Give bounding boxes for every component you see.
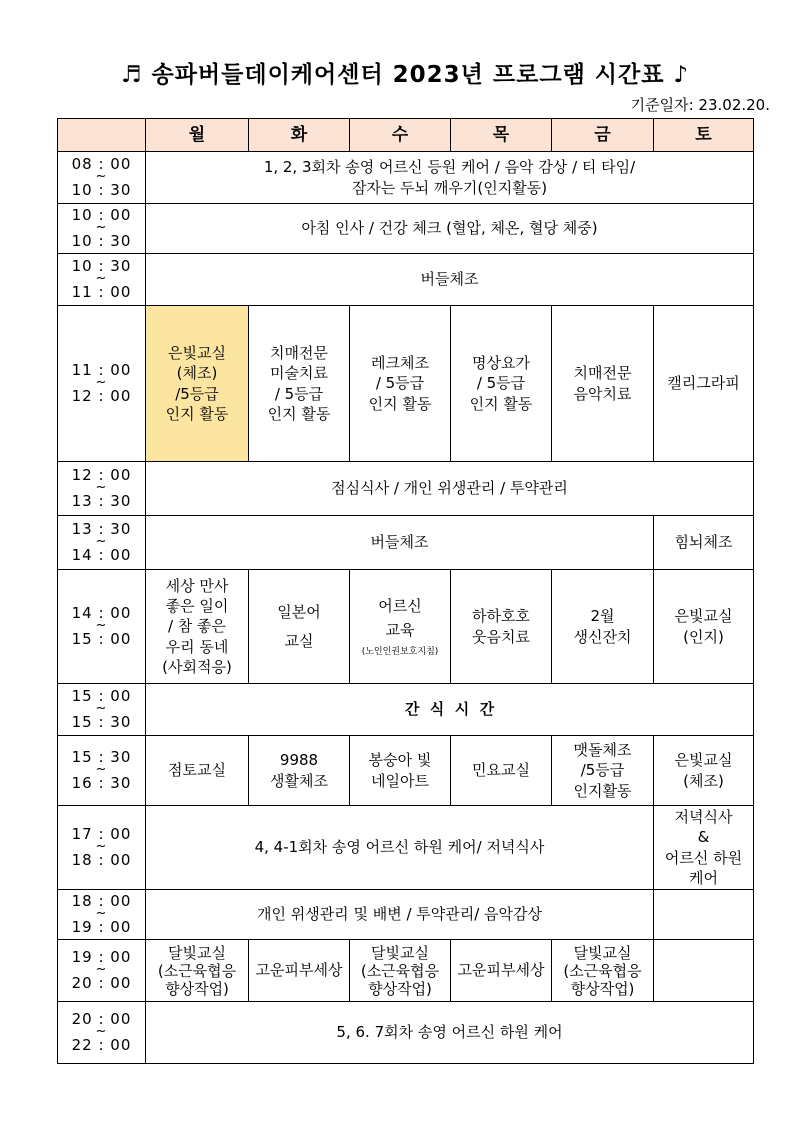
activity-tue: 치매전문 미술치료 / 5등급 인지 활동 <box>249 306 350 462</box>
page-title: ♬ 송파버들데이케어센터 2023년 프로그램 시간표 ♪ <box>120 62 690 88</box>
activity-all-days: 1, 2, 3회차 송영 어르신 등원 케어 / 음악 감상 / 티 타임/ 잠자는 두뇌 깨우기(인지활동) <box>146 152 754 204</box>
activity-fri: 맷돌체조 /5등급 인지활동 <box>552 736 654 806</box>
table-row <box>58 806 754 890</box>
activity-sat: 캘리그라피 <box>654 306 754 462</box>
activity-sat: 은빛교실 (체조) <box>654 736 754 806</box>
activity-weekdays: 버들체조 <box>146 516 654 570</box>
activity-sat: 저녁식사 & 어르신 하원 케어 <box>654 806 754 890</box>
table-row <box>58 306 754 462</box>
activity-wed <box>350 570 451 684</box>
activity-all-days: 버들체조 <box>146 254 754 306</box>
activity-weekdays: 개인 위생관리 및 배변 / 투약관리/ 음악감상 <box>146 890 654 940</box>
time-cell: 15 : 30 ~ 16 : 30 <box>58 736 146 806</box>
table-row <box>58 570 754 684</box>
day-mon: 월 <box>146 119 249 152</box>
corner-cell <box>58 119 146 152</box>
activity-sat <box>654 890 754 940</box>
time-cell: 19 : 00 ~ 20 : 00 <box>58 940 146 1002</box>
activity-wed-note: (노인인권보호지침) <box>361 647 439 658</box>
time-cell: 13 : 30 ~ 14 : 00 <box>58 516 146 570</box>
activity-fri: 달빛교실 (소근육협응 향상작업) <box>552 940 654 1002</box>
activity-tue: 9988 생활체조 <box>249 736 350 806</box>
time-cell: 18 : 00 ~ 19 : 00 <box>58 890 146 940</box>
activity-mon: 달빛교실 (소근육협응 향상작업) <box>146 940 249 1002</box>
activity-sat <box>654 940 754 1002</box>
activity-sat: 힘뇌체조 <box>654 516 754 570</box>
activity-fri: 2월 생신잔치 <box>552 570 654 684</box>
activity-thu: 하하호호 웃음치료 <box>451 570 552 684</box>
table-row <box>58 152 754 204</box>
day-thu: 목 <box>451 119 552 152</box>
schedule-table <box>57 118 754 1064</box>
activity-wed-label: 어르신 교육 <box>378 597 422 640</box>
activity-wed: 달빛교실 (소근육협응 향상작업) <box>350 940 451 1002</box>
activity-all-days: 간 식 시 간 <box>146 684 754 736</box>
activity-tue: 일본어 교실 <box>249 570 350 684</box>
table-row <box>58 462 754 516</box>
time-cell: 17 : 00 ~ 18 : 00 <box>58 806 146 890</box>
table-row <box>58 254 754 306</box>
activity-wed: 봉숭아 빛 네일아트 <box>350 736 451 806</box>
table-row <box>58 736 754 806</box>
header-row <box>58 119 754 152</box>
activity-thu: 민요교실 <box>451 736 552 806</box>
time-cell: 11 : 00 ~ 12 : 00 <box>58 306 146 462</box>
activity-mon: 점토교실 <box>146 736 249 806</box>
time-cell: 15 : 00 ~ 15 : 30 <box>58 684 146 736</box>
table-row <box>58 890 754 940</box>
activity-thu: 명상요가 / 5등급 인지 활동 <box>451 306 552 462</box>
activity-all-days: 아침 인사 / 건강 체크 (혈압, 체온, 혈당 체중) <box>146 204 754 254</box>
activity-mon: 은빛교실 (체조) /5등급 인지 활동 <box>146 306 249 462</box>
time-cell: 12 : 00 ~ 13 : 30 <box>58 462 146 516</box>
time-cell: 20 : 00 ~ 22 : 00 <box>58 1002 146 1064</box>
day-sat: 토 <box>654 119 754 152</box>
table-row <box>58 516 754 570</box>
time-cell: 10 : 00 ~ 10 : 30 <box>58 204 146 254</box>
table-row <box>58 684 754 736</box>
time-cell: 10 : 30 ~ 11 : 00 <box>58 254 146 306</box>
table-row <box>58 204 754 254</box>
activity-tue: 고운피부세상 <box>249 940 350 1002</box>
activity-weekdays: 4, 4-1회차 송영 어르신 하원 케어/ 저녁식사 <box>146 806 654 890</box>
day-wed: 수 <box>350 119 451 152</box>
table-row <box>58 1002 754 1064</box>
time-cell: 14 : 00 ~ 15 : 00 <box>58 570 146 684</box>
activity-sat: 은빛교실 (인지) <box>654 570 754 684</box>
time-cell: 08 : 00 ~ 10 : 30 <box>58 152 146 204</box>
activity-all-days: 점심식사 / 개인 위생관리 / 투약관리 <box>146 462 754 516</box>
activity-fri: 치매전문 음악치료 <box>552 306 654 462</box>
table-row <box>58 940 754 1002</box>
day-fri: 금 <box>552 119 654 152</box>
activity-wed: 레크체조 / 5등급 인지 활동 <box>350 306 451 462</box>
activity-all-days: 5, 6. 7회차 송영 어르신 하원 케어 <box>146 1002 754 1064</box>
day-tue: 화 <box>249 119 350 152</box>
reference-date: 기준일자: 23.02.20. <box>630 96 770 114</box>
activity-thu: 고운피부세상 <box>451 940 552 1002</box>
activity-mon: 세상 만사 좋은 일이 / 참 좋은 우리 동네 (사회적응) <box>146 570 249 684</box>
